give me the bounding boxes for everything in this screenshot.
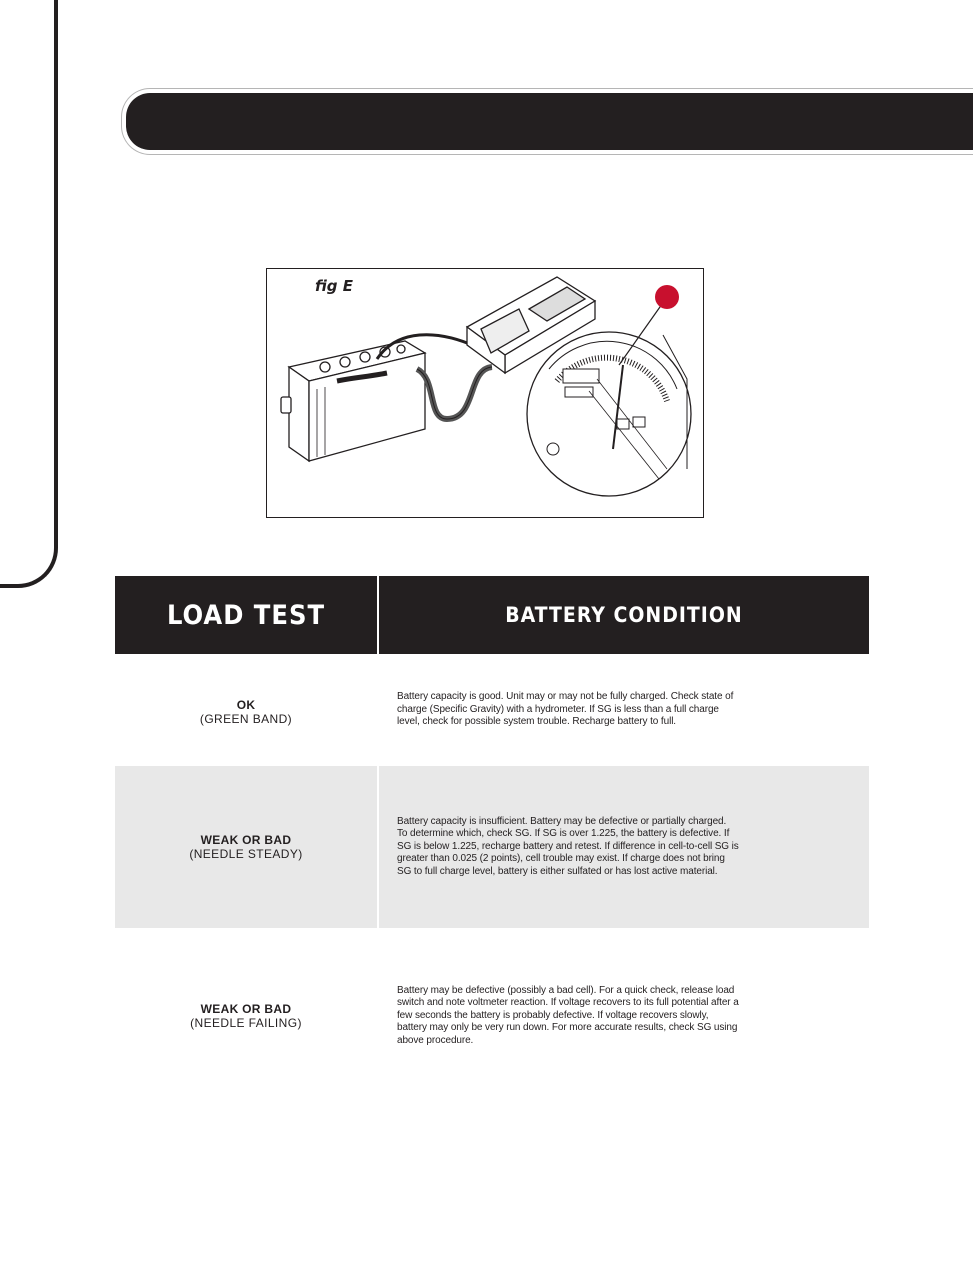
- condition-description: Battery may be defective (possibly a bad cell). For a quick check, release load switch and note voltmeter reaction. If voltage recovers to its full potential after a few seconds the battery is probably defective. If voltage recovers slowly, battery may only be very run down. For more accurate results, check SG using above procedure.: [397, 984, 739, 1046]
- header-load-test: LOAD TEST: [115, 576, 377, 654]
- condition-description: Battery capacity is good. Unit may or may not be fully charged. Check state of charge (Specific Gravity) with a hydrometer. If SG is less than a full charge level, check for possible system trouble. Recharge battery to full.: [397, 691, 734, 728]
- table-row: [115, 928, 869, 1104]
- load-result: WEAK OR BAD: [200, 833, 292, 847]
- table-row: [115, 766, 869, 928]
- callout-marker-icon: [655, 285, 679, 309]
- battery-load-tester-illustration: [267, 269, 704, 518]
- figure-label: fig E: [315, 277, 354, 295]
- load-note: (GREEN BAND): [199, 712, 293, 726]
- load-note: (NEEDLE FAILING): [190, 1016, 302, 1030]
- figure-e: [266, 268, 704, 518]
- section-header-bar: [126, 93, 973, 150]
- load-result: OK: [236, 698, 256, 712]
- header-battery-condition: BATTERY CONDITION: [379, 576, 869, 654]
- load-test-table: [115, 576, 869, 1104]
- battery-icon: [281, 341, 425, 461]
- table-header: [115, 576, 869, 654]
- table-row: [115, 654, 869, 766]
- load-result: WEAK OR BAD: [200, 1002, 292, 1016]
- page-side-frame: [0, 0, 58, 588]
- condition-description: Battery capacity is insufficient. Battery may be defective or partially charged. To determine which, check SG. If SG is over 1.225, the battery is defective. If SG is below 1.225, recharge battery and retest. If difference in cell-to-cell SG is greater than 0.025 (2 points), cell trouble may exist. If charge does not bring SG to full charge level, battery is either sulfated or has lost active material.: [397, 815, 739, 877]
- load-note: (NEEDLE STEADY): [189, 847, 303, 861]
